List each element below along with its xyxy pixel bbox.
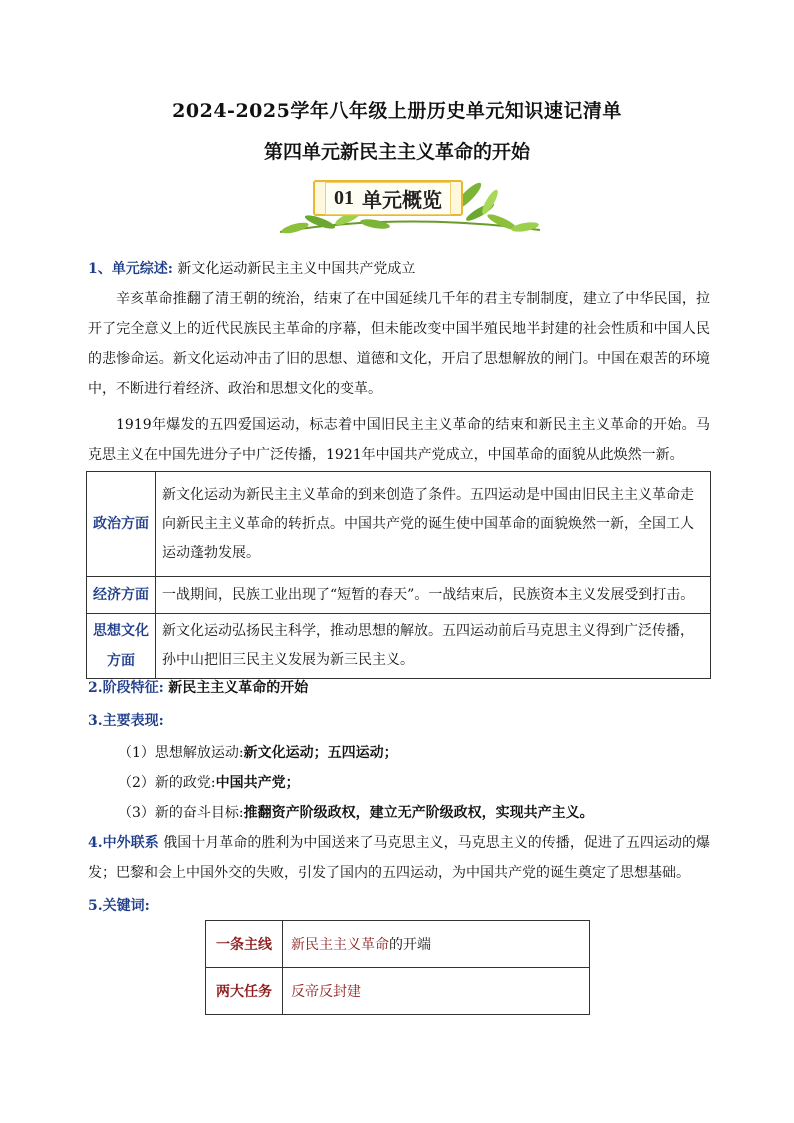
section-1-paragraph-1: 辛亥革命推翻了清王朝的统治，结束了在中国延续几千年的君主专制制度，建立了中华民国，拉开了完全意义上的近代民族民主革命的序幕，但未能改变中国半殖民地半封建的社会性质和中国人民的悲惨命运。新文化运动冲击了旧的思想、道德和文化，开启了思想解放的闸门。中国在艰苦的环境中，不断进行着经济、政治和思想文化的变革。 — [88, 291, 710, 397]
section-banner — [240, 172, 560, 244]
section-4-label: 4.中外联系 — [88, 835, 159, 851]
section-4-text: 俄国十月革命的胜利为中国送来了马克思主义，马克思主义的传播，促进了五四运动的爆发；巴黎和会上中国外交的失败，引发了国内的五四运动，为中国共产党的诞生奠定了思想基础。 — [88, 835, 711, 881]
keywords-table — [205, 920, 590, 1015]
section-2-label: 2.阶段特征: — [88, 680, 164, 696]
table-cell: 一战期间，民族工业出现了“短暂的春天”。一战结束后，民族资本主义发展受到打击。 — [156, 577, 711, 614]
item-value: 中国共产党； — [215, 775, 300, 791]
table-cell: 新文化运动弘扬民主科学，推动思想的解放。五四运动前后马克思主义得到广泛传播，孙中山把旧三民主义发展为新三民主义。 — [156, 614, 711, 679]
aspects-table — [86, 471, 711, 679]
banner-label: 单元概览 — [362, 187, 442, 212]
section-4-paragraph — [88, 828, 710, 888]
banner-box — [313, 180, 463, 216]
section-2-heading — [88, 673, 710, 703]
table-header-cell: 一条主线 — [206, 921, 283, 968]
item-value: 新文化运动；五四运动； — [243, 745, 398, 761]
table-row — [87, 472, 711, 577]
table-row — [206, 921, 590, 968]
table-cell — [283, 968, 590, 1015]
table-row — [87, 577, 711, 614]
section-1-heading — [88, 254, 710, 284]
keyword-highlight: 新民主主义革命 — [291, 937, 389, 953]
item-prefix: （1）思想解放运动: — [118, 745, 244, 761]
table-row — [206, 968, 590, 1015]
section-1-text: 新文化运动新民主主义中国共产党成立 — [177, 261, 416, 277]
banner-number: 01 — [334, 186, 354, 209]
item-prefix: （3）新的奋斗目标: — [118, 805, 244, 821]
section-2-text: 新民主主义革命的开始 — [168, 680, 309, 696]
table-header-cell: 政治方面 — [87, 472, 156, 577]
table-header-cell: 经济方面 — [87, 577, 156, 614]
table-header-cell: 两大任务 — [206, 968, 283, 1015]
table-header-cell: 思想文化方面 — [87, 614, 156, 679]
keyword-rest: 的开端 — [389, 937, 431, 953]
table-cell — [283, 921, 590, 968]
list-item — [118, 798, 594, 828]
item-prefix: （2）新的政党: — [118, 775, 216, 791]
document-subtitle: 第四单元新民主主义革命的开始 — [263, 141, 530, 163]
table-row — [87, 614, 711, 679]
list-item — [118, 738, 398, 768]
keyword-highlight: 反帝反封建 — [291, 984, 361, 1000]
section-5-heading — [88, 891, 710, 921]
section-3-heading — [88, 706, 710, 736]
section-1-paragraph-2: 1919年爆发的五四爱国运动，标志着中国旧民主主义革命的结束和新民主主义革命的开始。马克思主义在中国先进分子中广泛传播，1921年中国共产党成立，中国革命的面貌从此焕然一新。 — [88, 417, 710, 463]
list-item — [118, 768, 300, 798]
table-cell: 新文化运动为新民主主义革命的到来创造了条件。五四运动是中国由旧民主主义革命走向新民主主义革命的转折点。中国共产党的诞生使中国革命的面貌焕然一新，全国工人运动蓬勃发展。 — [156, 472, 711, 577]
document-title: 2024-2025学年八年级上册历史单元知识速记清单 — [172, 100, 622, 122]
section-5-label: 5.关键词: — [88, 898, 150, 914]
item-value: 推翻资产阶级政权，建立无产阶级政权，实现共产主义。 — [243, 805, 594, 821]
section-3-label: 3.主要表现: — [88, 713, 164, 729]
section-1-label: 1、单元综述: — [88, 261, 173, 277]
